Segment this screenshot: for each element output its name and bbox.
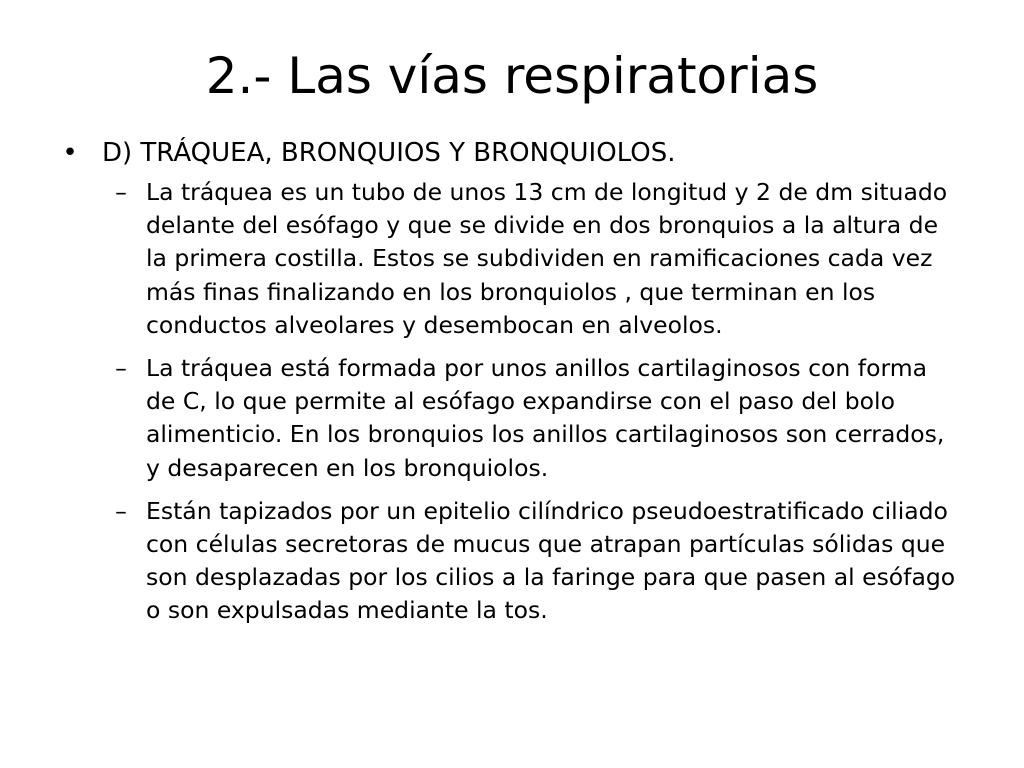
dash-marker: – — [115, 496, 127, 525]
sub-bullet-text: La tráquea es un tubo de unos 13 cm de longitud y 2 de dm situado delante del esófago y que se divide en dos bronquios a la altura de la primera costilla. Estos se subdividen en ramificaciones cada vez más finas finalizando en los bronquiolos , que terminan en los conductos alveolares y desembocan en alveolos. — [146, 178, 948, 339]
sub-bullet-item — [60, 495, 960, 628]
bullet-text: D) TRÁQUEA, BRONQUIOS Y BRONQUIOLOS. — [102, 138, 676, 168]
dash-marker: – — [115, 354, 127, 383]
sub-bullet-item — [60, 176, 960, 342]
slide-body — [60, 136, 960, 638]
sub-bullet-text: La tráquea está formada por unos anillos cartilaginosos con forma de C, lo que permite al esófago expandirse con el paso del bolo alimenticio. En los bronquios los anillos cartilaginosos son cerrados, y desaparecen en los bronquiolos. — [146, 354, 945, 482]
sub-bullet-list — [60, 176, 960, 628]
bullet-marker: • — [62, 138, 78, 168]
bullet-item — [60, 136, 960, 170]
sub-bullet-text: Están tapizados por un epitelio cilíndrico pseudoestratificado ciliado con células secretoras de mucus que atrapan partículas sólidas que son desplazadas por los cilios a la faringe para que pasen al esófago o son expulsadas mediante la tos. — [146, 496, 956, 625]
sub-bullet-item — [60, 352, 960, 485]
dash-marker: – — [115, 178, 127, 206]
slide-title: 2.- Las vías respiratorias — [205, 47, 819, 105]
